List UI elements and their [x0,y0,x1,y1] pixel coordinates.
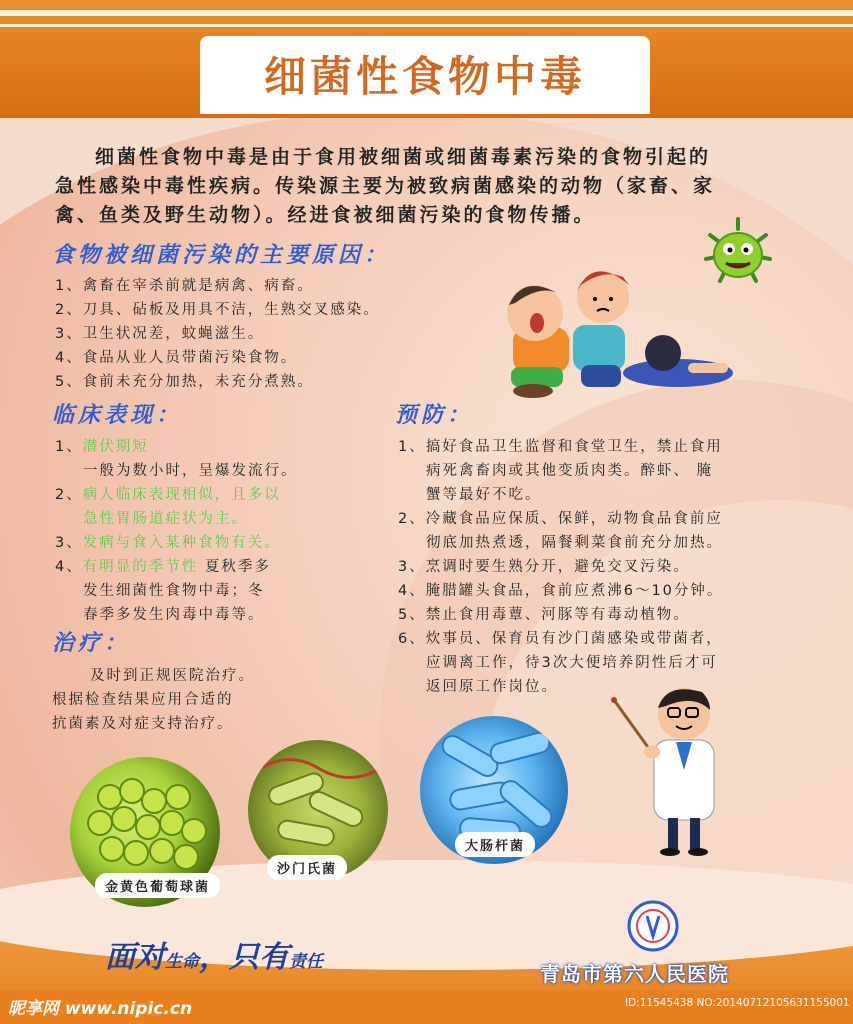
bacteria-label: 大肠杆菌 [455,832,535,857]
list-item: 4、食品从业人员带菌污染食物。 [55,350,298,366]
list-item: 2、病人临床表现相似，且多以 [55,487,281,503]
list-item: 3、发病与食入某种食物有关。 [55,535,281,551]
list-item: 5、食前未充分加热，未充分煮熟。 [55,374,314,390]
bacteria-label: 金黄色葡萄球菌 [95,873,220,898]
slogan: 面对生命，只有责任 [105,940,323,975]
causes-list [55,274,380,394]
doctor-illustration [606,680,726,860]
intro-line: 细菌性食物中毒是由于食用被细菌或细菌毒素污染的食物引起的 [95,146,712,168]
list-item: 病死禽畜肉或其他变质肉类。醉虾、 腌 [426,463,714,479]
page-title: 细菌性食物中毒 [263,52,586,101]
treatment-line: 根据检查结果应用合适的 [52,692,234,708]
causes-heading: 食物被细菌污染的主要原因： [52,242,391,268]
intro-line: 禽、鱼类及野生动物）。经进食被细菌污染的食物传播。 [55,204,596,226]
header-stripe [0,10,853,16]
list-item: 6、炊事员、保育员有沙门菌感染或带菌者， [398,631,723,647]
list-item: 彻底加热煮透，隔餐剩菜食前充分加热。 [426,535,723,551]
list-item: 急性胃肠道症状为主。 [83,511,248,527]
hospital-name: 青岛市第六人民医院 [540,962,729,986]
treatment-line: 及时到正规医院治疗。 [90,668,255,684]
list-item: 5、禁止食用毒蕈、河豚等有毒动植物。 [398,607,690,623]
list-item: 发生细菌性食物中毒；冬 [83,583,265,599]
list-item: 4、有明显的季节性 夏秋季多 [55,559,271,575]
intro-paragraph [55,143,815,230]
clinical-heading: 临床表现： [52,402,183,428]
watermark: 昵享网 www.nipic.cn [8,999,193,1019]
hospital-logo-icon [627,900,679,952]
list-item: 2、冷藏食品应保质、保鲜，动物食品食前应 [398,511,723,527]
list-item: 1、搞好食品卫生监督和食堂卫生，禁止食用 [398,439,723,455]
list-item: 1、禽畜在宰杀前就是病禽、病畜。 [55,278,314,294]
treatment-text [52,664,255,736]
list-item: 3、卫生状况差，蚊蝇滋生。 [55,326,265,342]
list-item: 3、烹调时要生熟分开，避免交叉污染。 [398,559,690,575]
list-item: 2、刀具、砧板及用具不洁，生熟交叉感染。 [55,302,380,318]
treatment-heading: 治疗： [52,630,131,656]
list-item: 4、腌腊罐头食品，食前应煮沸6～10分钟。 [398,583,724,599]
clinical-list [55,435,298,627]
prevention-heading: 预防： [395,402,474,428]
list-item: 返回原工作岗位。 [426,679,558,695]
list-item: 春季多发生肉毒中毒等。 [83,607,265,623]
bacteria-label: 沙门氏菌 [267,855,347,880]
list-item: 1、潜伏期短 [55,439,149,455]
list-item: 应调离工作，待3次大便培养阴性后才可 [426,655,718,671]
intro-line: 急性感染中毒性疾病。传染源主要为被致病菌感染的动物（家畜、家 [55,175,716,197]
sick-people-illustration [493,255,733,400]
list-item: 蟹等最好不吃。 [426,487,542,503]
image-id-text: ID:11545438 NO:20140712105631155001 [625,997,850,1009]
treatment-line: 抗菌素及对症支持治疗。 [52,716,234,732]
prevention-list [398,435,723,699]
header-stripe [0,24,853,27]
list-item: 一般为数小时，呈爆发流行。 [83,463,298,479]
